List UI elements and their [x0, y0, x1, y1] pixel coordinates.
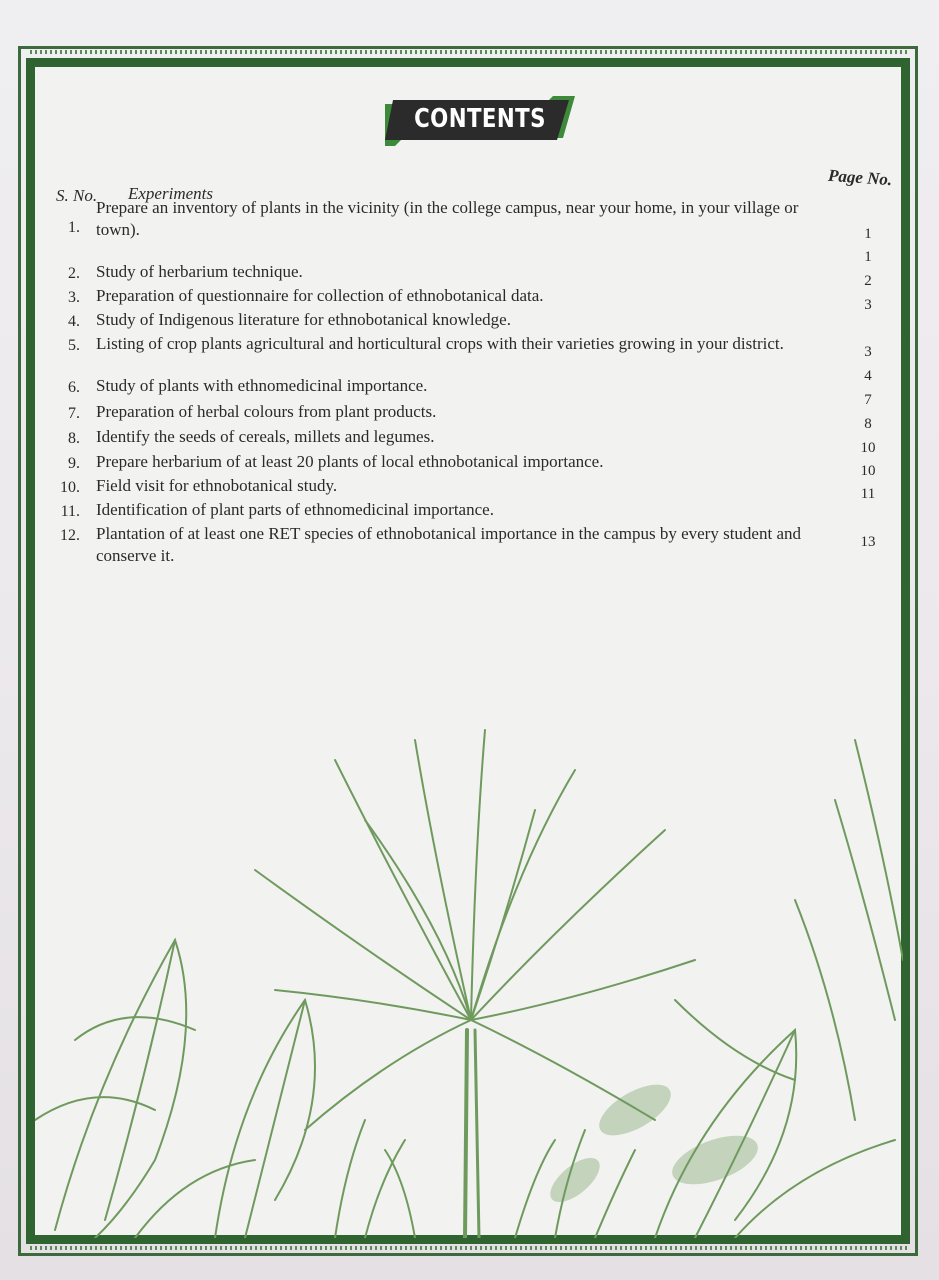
page-number: 10 — [860, 440, 876, 456]
page-number: 8 — [864, 416, 872, 432]
page-number: 1 — [864, 226, 872, 242]
entry-text: Study of herbarium technique. — [96, 262, 303, 281]
entry-text: Prepare herbarium of at least 20 plants of local ethnobotanical importance. — [96, 452, 604, 471]
entry-text: Plantation of at least one RET species of ethnobotanical importance in the campus by every student and conserve it. — [96, 524, 801, 565]
page-number: 11 — [860, 486, 876, 502]
contents-banner — [385, 96, 575, 146]
entry-number: 3. — [68, 289, 80, 306]
plant-illustration — [35, 700, 903, 1238]
page-number: 4 — [864, 368, 872, 384]
entry-text: Preparation of herbal colours from plant products. — [96, 402, 437, 421]
entry-number: 4. — [68, 313, 80, 330]
entry-number: 1. — [68, 219, 80, 236]
entry-text-1: Prepare an inventory of plants in the vicinity (in the college campus, near your home, in your village or town). — [96, 198, 799, 239]
entry-number: 2. — [68, 265, 80, 282]
page-number: 10 — [860, 463, 876, 479]
page-number: 1 — [864, 249, 872, 265]
page-title: CONTENTS — [414, 104, 546, 134]
entry-number: 6. — [68, 379, 80, 396]
experiments-header: Experiments — [128, 184, 213, 203]
entry-text: Listing of crop plants agricultural and horticultural crops with their varieties growing in your district. — [96, 334, 784, 353]
entry-text: Field visit for ethnobotanical study. — [96, 476, 338, 495]
entry-number: 7. — [68, 405, 80, 422]
page-number: 2 — [864, 273, 872, 289]
page-number: 3 — [864, 344, 872, 360]
entry-number: 11. — [60, 503, 80, 520]
entry-number: 9. — [68, 455, 80, 472]
page-number: 13 — [860, 534, 876, 550]
entry-text: Study of Indigenous literature for ethnobotanical knowledge. — [96, 310, 511, 329]
sno-header: S. No. — [56, 186, 98, 205]
entry-text — [96, 197, 806, 241]
page-number: 7 — [864, 392, 872, 408]
entry-text: Study of plants with ethnomedicinal importance. — [96, 376, 428, 395]
entry-text: Identification of plant parts of ethnomedicinal importance. — [96, 500, 494, 519]
page-no-header: Page No. — [827, 165, 893, 190]
frame-ticks-bottom — [30, 1246, 910, 1250]
entry-text: Preparation of questionnaire for collection of ethnobotanical data. — [96, 286, 544, 305]
entry-number: 8. — [68, 430, 80, 447]
page-number: 3 — [864, 297, 872, 313]
entry-number: 5. — [68, 337, 80, 354]
entry-number: 12. — [60, 527, 80, 544]
entry-number: 10. — [60, 479, 80, 496]
entry-text: Identify the seeds of cereals, millets and legumes. — [96, 427, 435, 446]
